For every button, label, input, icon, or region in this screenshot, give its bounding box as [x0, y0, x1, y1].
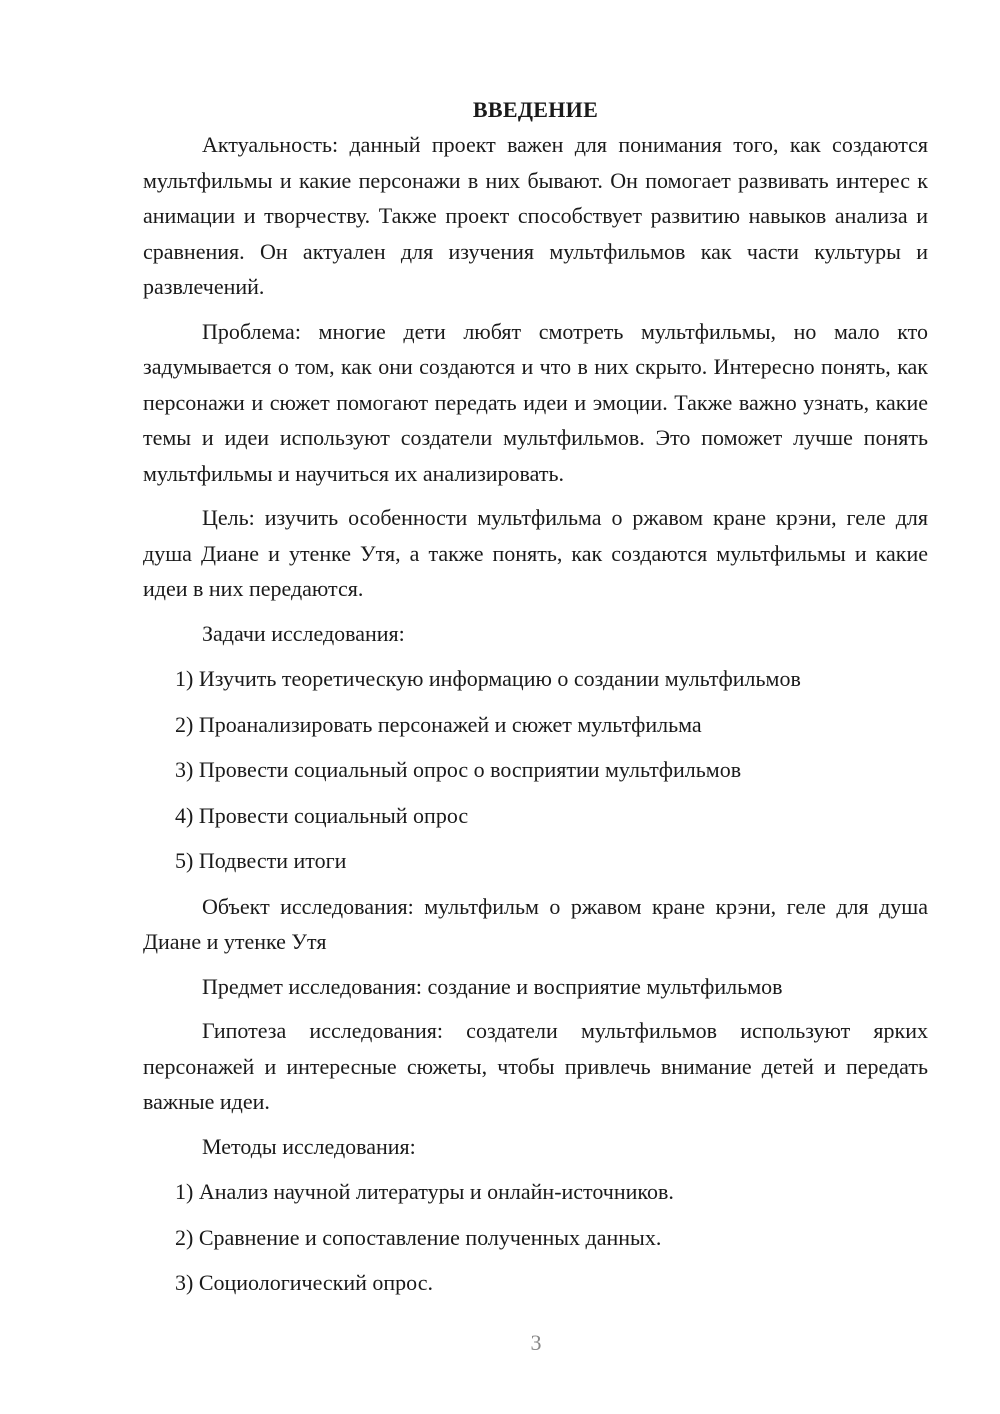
task-item: 3) Провести социальный опрос о восприятии мультфильмов — [175, 757, 742, 782]
task-item: 5) Подвести итоги — [175, 848, 347, 873]
problem-paragraph: Проблема: многие дети любят смотреть мультфильмы, но мало кто задумывается о том, как они создаются и что в них скрыто. Интересно понять, как персонажи и сюжет помогают передать идеи и эмоции. Также важно узнать, какие темы и идеи используют создатели мультфильмов. Это поможет лучше понять мультфильмы и научиться их анализировать. — [143, 318, 928, 486]
methods-heading: Методы исследования: — [202, 1133, 416, 1159]
task-item: 4) Провести социальный опрос — [175, 802, 469, 828]
relevance-paragraph: Актуальность: данный проект важен для понимания того, как создаются мультфильмы и какие персонажи в них бывают. Он помогает развивать интерес к анимации и творчеству. Также проект способствует развитию навыков анализа и сравнения. Он актуален для изучения мультфильмов как части культуры и развлечений. — [143, 132, 928, 299]
method-item: 3) Социологический опрос. — [175, 1270, 433, 1295]
tasks-heading: Задачи исследования: — [202, 620, 405, 646]
page-content — [143, 95, 928, 1311]
task-item: 1) Изучить теоретическую информацию о создании мультфильмов — [175, 666, 801, 691]
method-item: 2) Сравнение и сопоставление полученных данных. — [175, 1224, 662, 1250]
page-number: 3 — [530, 1330, 542, 1355]
page-title: ВВЕДЕНИЕ — [472, 97, 599, 122]
object-paragraph: Объект исследования: мультфильм о ржавом кране крэни, геле для душа Диане и утенке Утя — [143, 893, 928, 954]
subject-paragraph: Предмет исследования: создание и восприятие мультфильмов — [202, 973, 783, 999]
goal-paragraph: Цель: изучить особенности мультфильма о ржавом кране крэни, геле для душа Диане и утенке Утя, а также понять, как создаются мультфильмы и какие идеи в них передаются. — [143, 505, 928, 601]
hypothesis-paragraph: Гипотеза исследования: создатели мультфильмов используют ярких персонажей и интересные сюжеты, чтобы привлечь внимание детей и передать важные идеи. — [143, 1018, 928, 1114]
task-item: 2) Проанализировать персонажей и сюжет мультфильма — [175, 711, 702, 737]
method-item: 1) Анализ научной литературы и онлайн-источников. — [175, 1179, 674, 1204]
